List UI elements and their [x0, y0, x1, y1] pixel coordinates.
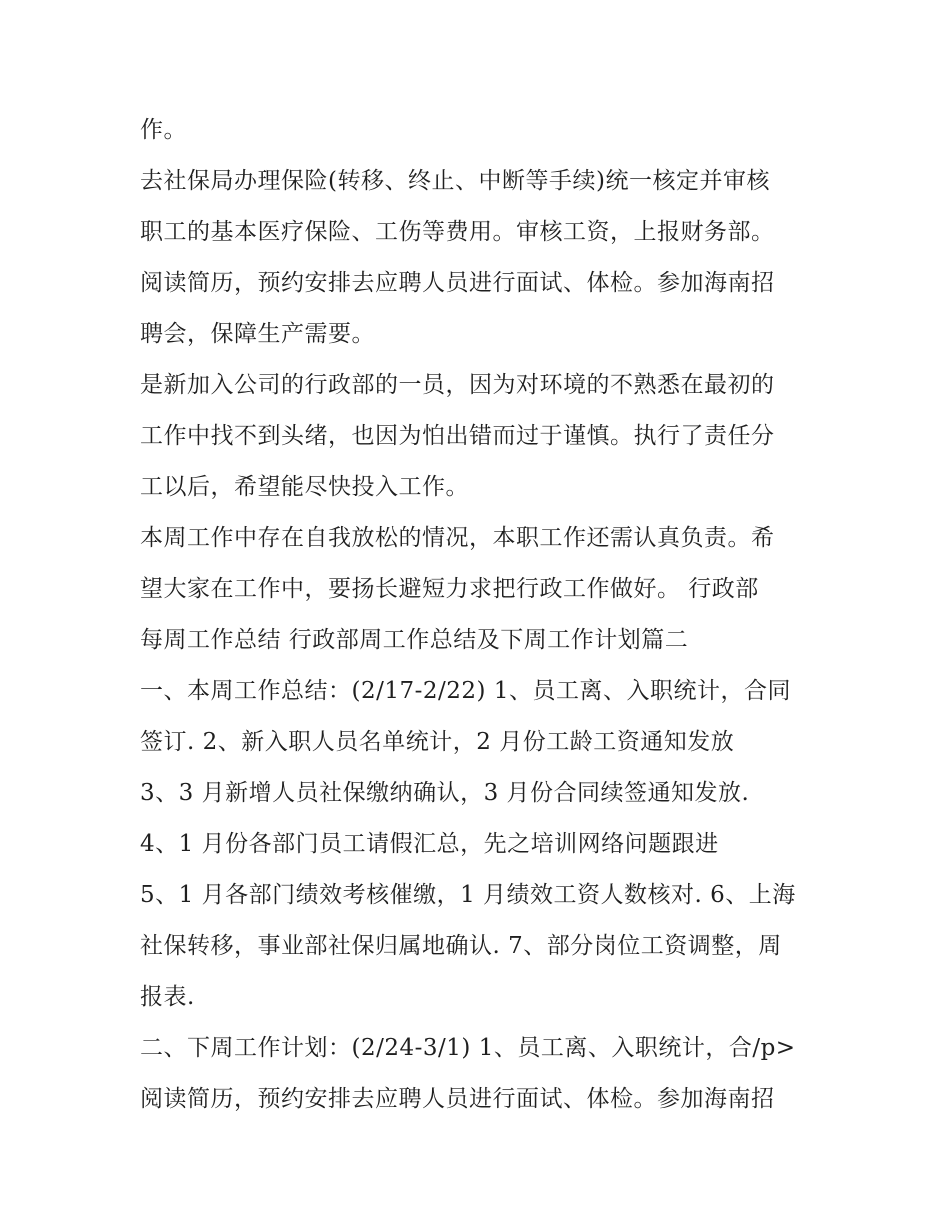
text-line: 每周工作总结 行政部周工作总结及下周工作计划篇二 — [140, 627, 689, 653]
text-line: 作。 — [140, 117, 187, 143]
text-line: 职工的基本医疗保险、工伤等费用。审核工资，上报财务部。 — [140, 219, 775, 245]
text-line: 工作中找不到头绪，也因为怕出错而过于谨慎。执行了责任分 — [140, 423, 775, 449]
text-line: 4、1 月份各部门员工请假汇总，先之培训网络问题跟进 — [140, 831, 719, 857]
text-line: 一、本周工作总结：(2/17-2/22) 1、员工离、入职统计，合同 — [140, 678, 791, 704]
text-line: 5、1 月各部门绩效考核催缴，1 月绩效工资人数核对. 6、上海 — [140, 882, 796, 908]
text-line: 去社保局办理保险(转移、终止、中断等手续)统一核定并审核 — [140, 168, 770, 194]
text-line: 望大家在工作中，要扬长避短力求把行政工作做好。 行政部 — [140, 576, 759, 602]
text-line: 报表. — [140, 984, 195, 1010]
text-line: 社保转移，事业部社保归属地确认. 7、部分岗位工资调整，周 — [140, 933, 782, 959]
text-line: 二、下周工作计划：(2/24-3/1) 1、员工离、入职统计，合/p> — [140, 1035, 796, 1061]
text-line: 签订. 2、新入职人员名单统计，2 月份工龄工资通知发放 — [140, 729, 735, 755]
text-line: 阅读简历，预约安排去应聘人员进行面试、体检。参加海南招 — [140, 1086, 775, 1112]
text-line: 聘会，保障生产需要。 — [140, 321, 375, 347]
document-body — [140, 105, 820, 1125]
text-line: 本周工作中存在自我放松的情况，本职工作还需认真负责。希 — [140, 525, 775, 551]
text-line: 工以后，希望能尽快投入工作。 — [140, 474, 469, 500]
text-line: 阅读简历，预约安排去应聘人员进行面试、体检。参加海南招 — [140, 270, 775, 296]
text-line: 3、3 月新增人员社保缴纳确认，3 月份合同续签通知发放. — [140, 780, 750, 806]
text-line: 是新加入公司的行政部的一员，因为对环境的不熟悉在最初的 — [140, 372, 775, 398]
